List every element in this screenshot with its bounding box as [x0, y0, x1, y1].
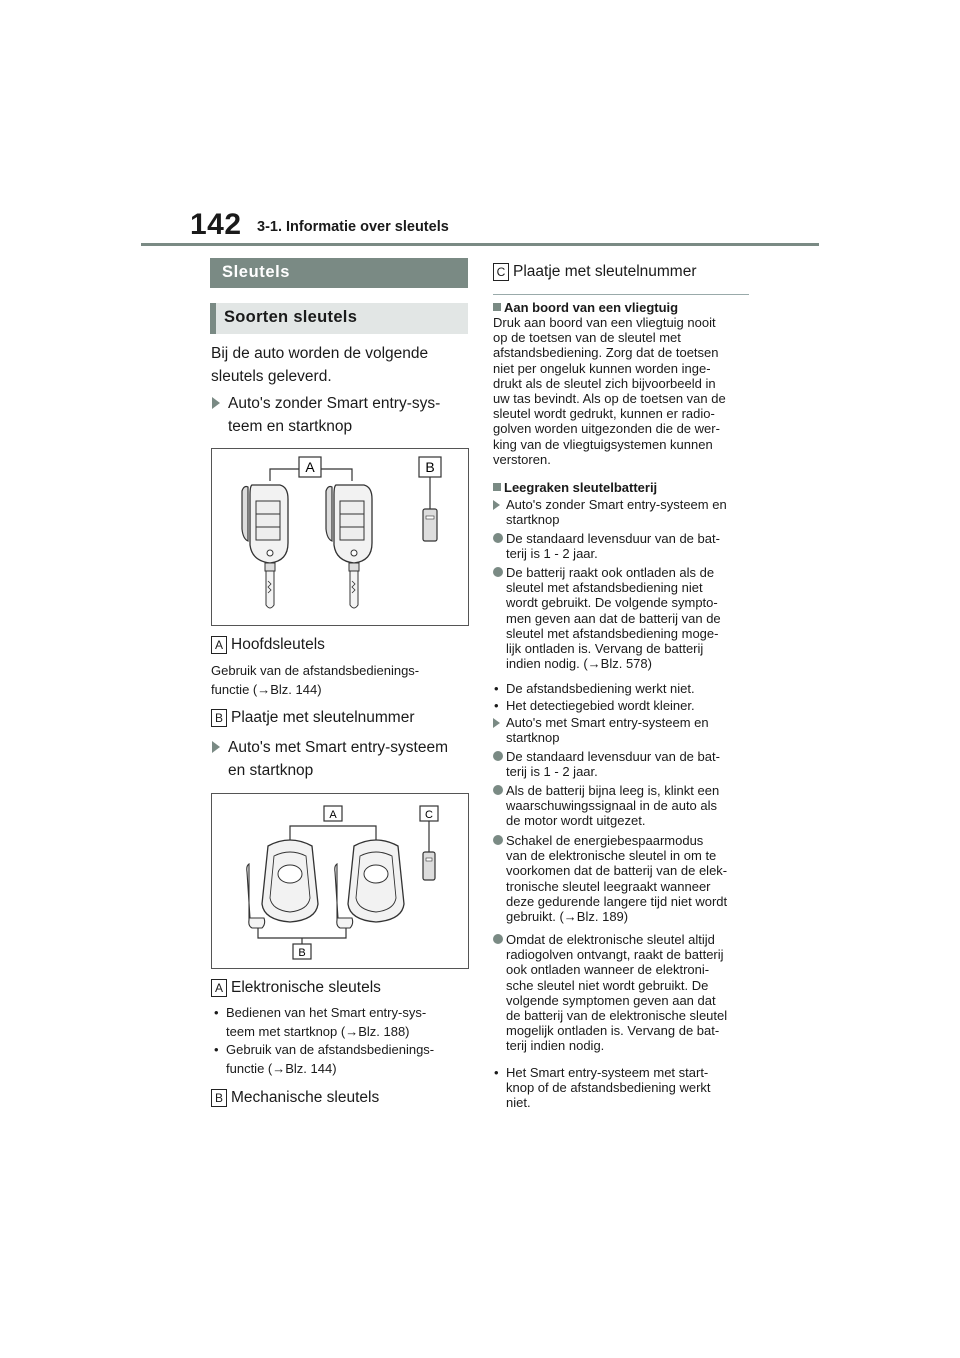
circle-bullet-icon — [493, 751, 503, 761]
header-rule — [141, 243, 819, 246]
dot-item-1: De standaard levensduur van de bat- terij is 1 - 2 jaar. — [506, 531, 720, 561]
label-a-icon: A — [211, 979, 227, 997]
dot-item-5: Schakel de energiebespaarmodus van de elektronische sleutel in om te voorkomen dat de batterij van de elek- tronische sleutel leegraakt wanneer deze gedurende langere tijd niet wordt gebruikt. (→Blz. 189) — [506, 833, 727, 924]
key-illustration-2 — [211, 793, 469, 969]
dot-item-4: Als de batterij bijna leeg is, klinkt een waarschuwingssignaal in de auto als de motor wordt uitgezet. — [506, 783, 719, 829]
smart-key-drawing — [212, 794, 468, 968]
note-a1: Gebruik van de afstandsbedienings- functie (→Blz. 144) — [211, 663, 420, 697]
symptom-3: • Het Smart entry-systeem met start- knop of de afstandsbediening werkt niet. — [494, 1065, 711, 1111]
symptom-2: • Het detectiegebied wordt kleiner. — [494, 698, 695, 713]
bullet-a2-2: • Gebruik van de afstandsbedienings- functie (→Blz. 144) — [214, 1042, 435, 1076]
dot-item-2: De batterij raakt ook ontladen als de sleutel met afstandsbediening niet wordt gebruikt. De volgende sympto- men geven aan dat de batterij van de sleutel met afstandsbediening moge- lijk ontladen is. Vervang de batterij indien nodig. (→Blz. 578) — [506, 565, 721, 671]
dot-item-6: Omdat de elektronische sleutel altijd radiogolven ontvangt, raakt de batterij ook ontladen wanneer de elektroni- sche sleutel niet wordt gebruikt. De volgende symptomen geven aan dat de batterij van de elektronische sleutel mogelijk ontladen is. Vervang de bat- terij indien nodig. — [506, 932, 727, 1054]
section-rule — [493, 294, 749, 295]
caption-b1: B Plaatje met sleutelnummer — [211, 706, 415, 729]
fig2-label-b: B — [298, 947, 306, 959]
caption-a1: A Hoofdsleutels — [211, 633, 325, 656]
key-number-plate — [423, 852, 435, 880]
section-title: 3-1. Informatie over sleutels — [257, 219, 449, 235]
caption-c: C Plaatje met sleutelnummer — [493, 260, 697, 283]
master-key-2 — [326, 485, 372, 608]
triangle-bullet-icon — [212, 397, 220, 409]
bullet-dot: • — [214, 1042, 219, 1057]
intro-text: Bij de auto worden de volgende sleutels geleverd. — [211, 345, 429, 385]
bullet-dot: • — [494, 1065, 499, 1080]
caption-b2: B Mechanische sleutels — [211, 1086, 379, 1109]
fig2-label-a: A — [329, 809, 337, 821]
square-bullet-icon — [493, 483, 501, 491]
bullet-dot: • — [214, 1005, 219, 1020]
heading-main: Sleutels — [210, 258, 468, 288]
master-key-1 — [242, 485, 288, 608]
bullet-dot: • — [494, 698, 499, 713]
list-item-no-smart-entry: Auto's zonder Smart entry-sys- teem en startknop — [228, 392, 440, 438]
key-number-plate — [423, 509, 437, 541]
triangle-bullet-icon — [493, 500, 500, 510]
label-a-icon: A — [211, 636, 227, 654]
key-drawing — [212, 449, 468, 625]
fig2-label-c: C — [425, 809, 433, 821]
triangle-item-no-smart: Auto's zonder Smart entry-systeem en startknop — [506, 497, 727, 527]
circle-bullet-icon — [493, 785, 503, 795]
heading-battery: Leegraken sleutelbatterij — [493, 480, 657, 495]
list-item-smart-entry: Auto's met Smart entry-systeem en startknop — [228, 736, 448, 782]
circle-bullet-icon — [493, 835, 503, 845]
triangle-item-smart: Auto's met Smart entry-systeem en startknop — [506, 715, 709, 745]
electronic-key-2 — [335, 840, 404, 928]
caption-a2: A Elektronische sleutels — [211, 976, 381, 999]
label-b-icon: B — [211, 709, 227, 727]
triangle-bullet-icon — [493, 718, 500, 728]
paragraph-airplane: Druk aan boord van een vliegtuig nooit op de toetsen van de sleutel met afstandsbediening. Zorg dat de toetsen niet per ongeluk kunnen worden inge- drukt als de sleutel zich bijvoorbeeld in uw tas bevindt. Als op de toetsen van de sleutel wordt gedrukt, kunnen er radio- golven worden uitgezonden die de wer- king van de vliegtuigsystemen kunnen verstoren. — [493, 315, 726, 467]
circle-bullet-icon — [493, 533, 503, 543]
page-number: 142 — [190, 208, 242, 241]
fig1-label-a: A — [305, 459, 315, 475]
fig1-label-b: B — [425, 459, 435, 475]
square-bullet-icon — [493, 303, 501, 311]
symptom-1: • De afstandsbediening werkt niet. — [494, 681, 695, 696]
label-c-icon: C — [493, 263, 509, 281]
triangle-bullet-icon — [212, 741, 220, 753]
heading-airplane: Aan boord van een vliegtuig — [493, 300, 678, 315]
bullet-a2-1: • Bedienen van het Smart entry-sys- teem met startknop (→Blz. 188) — [214, 1005, 427, 1039]
heading-sub: Soorten sleutels — [210, 303, 468, 334]
electronic-key-1 — [247, 840, 318, 928]
circle-bullet-icon — [493, 567, 503, 577]
bullet-dot: • — [494, 681, 499, 696]
label-b-icon: B — [211, 1089, 227, 1107]
circle-bullet-icon — [493, 934, 503, 944]
dot-item-3: De standaard levensduur van de bat- terij is 1 - 2 jaar. — [506, 749, 720, 779]
key-illustration-1 — [211, 448, 469, 626]
